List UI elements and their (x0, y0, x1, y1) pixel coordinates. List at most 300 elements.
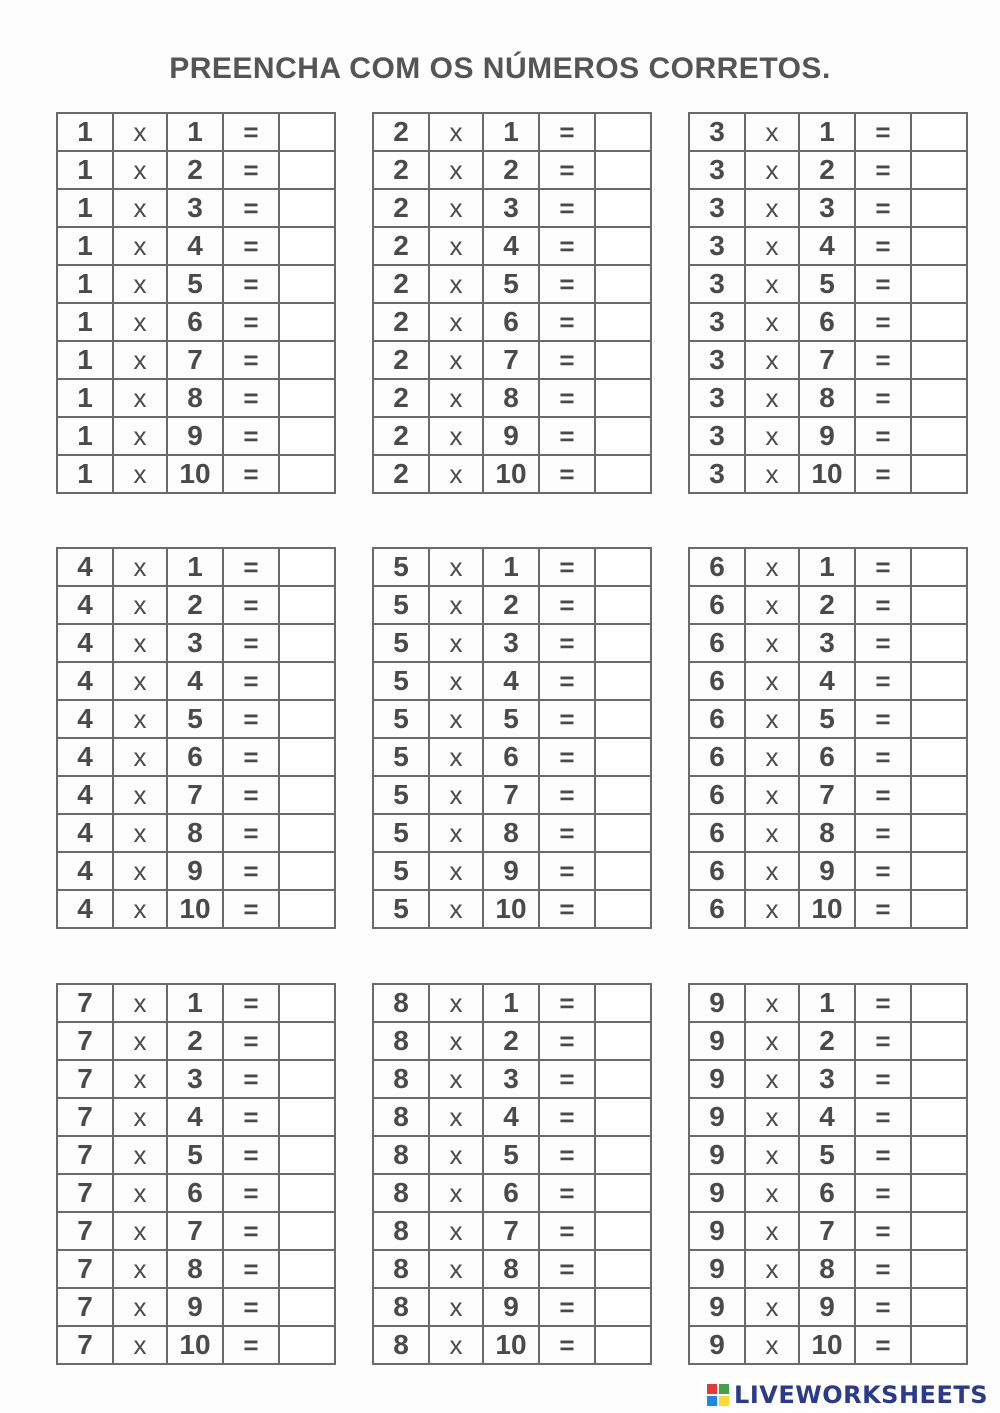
answer-input[interactable] (280, 456, 334, 492)
equals-cell: = (855, 113, 911, 151)
answer-cell[interactable] (279, 1022, 335, 1060)
factor-cell: 10 (799, 1326, 855, 1364)
answer-input[interactable] (596, 1327, 650, 1363)
answer-input[interactable] (912, 1327, 966, 1363)
equals-cell: = (539, 1136, 595, 1174)
factor-cell: 5 (799, 265, 855, 303)
equals-cell: = (223, 1022, 279, 1060)
answer-input[interactable] (596, 456, 650, 492)
table-row (689, 662, 967, 700)
answer-cell[interactable] (595, 662, 651, 700)
factor-cell: 9 (799, 852, 855, 890)
answer-cell[interactable] (279, 151, 335, 189)
answer-input[interactable] (280, 152, 334, 188)
table-row (57, 189, 335, 227)
multiplier-cell: 6 (689, 738, 745, 776)
multiplier-cell: 1 (57, 379, 113, 417)
equals-cell: = (539, 776, 595, 814)
answer-input[interactable] (596, 1289, 650, 1325)
answer-input[interactable] (280, 985, 334, 1021)
operator-cell: x (429, 1326, 483, 1364)
operator-cell: x (429, 776, 483, 814)
answer-cell[interactable] (595, 1098, 651, 1136)
equals-cell: = (223, 1288, 279, 1326)
factor-cell: 7 (799, 1212, 855, 1250)
answer-input[interactable] (280, 1175, 334, 1211)
answer-input[interactable] (596, 1213, 650, 1249)
answer-input[interactable] (912, 1023, 966, 1059)
operator-cell: x (429, 341, 483, 379)
answer-input[interactable] (596, 853, 650, 889)
answer-input[interactable] (912, 1175, 966, 1211)
operator-cell: x (429, 890, 483, 928)
answer-input[interactable] (280, 1137, 334, 1173)
table-row (689, 265, 967, 303)
answer-cell[interactable] (279, 303, 335, 341)
answer-cell[interactable] (911, 1326, 967, 1364)
equals-cell: = (855, 1136, 911, 1174)
answer-input[interactable] (280, 1213, 334, 1249)
answer-cell[interactable] (279, 586, 335, 624)
answer-cell[interactable] (911, 984, 967, 1022)
answer-cell[interactable] (911, 151, 967, 189)
operator-cell: x (745, 548, 799, 586)
answer-input[interactable] (912, 815, 966, 851)
answer-input[interactable] (280, 587, 334, 623)
answer-input[interactable] (912, 587, 966, 623)
multiplier-cell: 5 (373, 776, 429, 814)
operator-cell: x (113, 624, 167, 662)
answer-cell[interactable] (911, 624, 967, 662)
factor-cell: 8 (483, 814, 539, 852)
answer-input[interactable] (596, 891, 650, 927)
answer-input[interactable] (912, 1251, 966, 1287)
answer-cell[interactable] (911, 341, 967, 379)
answer-cell[interactable] (595, 548, 651, 586)
factor-cell: 4 (483, 662, 539, 700)
answer-input[interactable] (280, 701, 334, 737)
answer-cell[interactable] (911, 890, 967, 928)
answer-input[interactable] (912, 853, 966, 889)
answer-cell[interactable] (595, 814, 651, 852)
operator-cell: x (745, 984, 799, 1022)
factor-cell: 2 (167, 151, 223, 189)
multiplier-cell: 6 (689, 624, 745, 662)
answer-input[interactable] (596, 1251, 650, 1287)
factor-cell: 8 (167, 1250, 223, 1288)
answer-cell[interactable] (595, 700, 651, 738)
answer-cell[interactable] (595, 455, 651, 493)
answer-cell[interactable] (595, 890, 651, 928)
factor-cell: 9 (167, 852, 223, 890)
answer-cell[interactable] (911, 227, 967, 265)
multiplier-cell: 4 (57, 586, 113, 624)
answer-cell[interactable] (595, 189, 651, 227)
answer-input[interactable] (596, 1175, 650, 1211)
factor-cell: 7 (483, 776, 539, 814)
answer-cell[interactable] (279, 265, 335, 303)
operator-cell: x (429, 1250, 483, 1288)
answer-cell[interactable] (279, 1060, 335, 1098)
operator-cell: x (745, 1098, 799, 1136)
operator-cell: x (113, 303, 167, 341)
answer-input[interactable] (596, 342, 650, 378)
answer-input[interactable] (596, 114, 650, 150)
answer-input[interactable] (912, 342, 966, 378)
multiplier-cell: 1 (57, 227, 113, 265)
answer-input[interactable] (912, 625, 966, 661)
answer-cell[interactable] (911, 852, 967, 890)
answer-cell[interactable] (279, 890, 335, 928)
answer-input[interactable] (596, 587, 650, 623)
table-row (373, 113, 651, 151)
answer-cell[interactable] (911, 455, 967, 493)
answer-cell[interactable] (911, 1174, 967, 1212)
answer-input[interactable] (280, 1099, 334, 1135)
answer-input[interactable] (280, 1061, 334, 1097)
answer-input[interactable] (280, 549, 334, 585)
answer-cell[interactable] (911, 776, 967, 814)
table-row (373, 1060, 651, 1098)
answer-cell[interactable] (911, 662, 967, 700)
answer-input[interactable] (596, 1061, 650, 1097)
answer-input[interactable] (280, 228, 334, 264)
factor-cell: 10 (799, 890, 855, 928)
answer-input[interactable] (912, 456, 966, 492)
table-row (373, 984, 651, 1022)
answer-cell[interactable] (911, 586, 967, 624)
answer-cell[interactable] (595, 586, 651, 624)
answer-input[interactable] (280, 1251, 334, 1287)
answer-cell[interactable] (911, 548, 967, 586)
factor-cell: 7 (167, 1212, 223, 1250)
factor-cell: 10 (167, 890, 223, 928)
answer-input[interactable] (596, 418, 650, 454)
factor-cell: 2 (167, 586, 223, 624)
answer-input[interactable] (912, 1061, 966, 1097)
answer-input[interactable] (280, 663, 334, 699)
answer-input[interactable] (596, 1137, 650, 1173)
answer-cell[interactable] (595, 776, 651, 814)
answer-cell[interactable] (595, 738, 651, 776)
answer-cell[interactable] (279, 379, 335, 417)
answer-input[interactable] (912, 304, 966, 340)
operator-cell: x (745, 1212, 799, 1250)
multiplier-cell: 5 (373, 738, 429, 776)
factor-cell: 1 (483, 113, 539, 151)
table-row (57, 1250, 335, 1288)
answer-cell[interactable] (279, 624, 335, 662)
operator-cell: x (429, 586, 483, 624)
equals-cell: = (539, 1022, 595, 1060)
answer-cell[interactable] (279, 227, 335, 265)
operator-cell: x (745, 1174, 799, 1212)
answer-cell[interactable] (279, 814, 335, 852)
table-row (373, 1212, 651, 1250)
answer-cell[interactable] (911, 1136, 967, 1174)
times-table-9 (688, 983, 968, 1365)
answer-input[interactable] (596, 701, 650, 737)
multiplier-cell: 4 (57, 700, 113, 738)
answer-input[interactable] (912, 663, 966, 699)
factor-cell: 9 (483, 852, 539, 890)
answer-cell[interactable] (279, 1326, 335, 1364)
answer-input[interactable] (912, 985, 966, 1021)
answer-input[interactable] (912, 114, 966, 150)
factor-cell: 7 (483, 1212, 539, 1250)
equals-cell: = (855, 227, 911, 265)
answer-cell[interactable] (279, 341, 335, 379)
factor-cell: 8 (799, 1250, 855, 1288)
factor-cell: 3 (167, 189, 223, 227)
answer-cell[interactable] (279, 1250, 335, 1288)
answer-cell[interactable] (911, 1022, 967, 1060)
multiplier-cell: 7 (57, 1022, 113, 1060)
answer-input[interactable] (280, 114, 334, 150)
answer-input[interactable] (280, 1327, 334, 1363)
answer-cell[interactable] (595, 265, 651, 303)
answer-input[interactable] (280, 1289, 334, 1325)
answer-cell[interactable] (595, 113, 651, 151)
answer-cell[interactable] (279, 417, 335, 455)
multiplier-cell: 6 (689, 586, 745, 624)
answer-cell[interactable] (279, 113, 335, 151)
multiplier-cell: 4 (57, 814, 113, 852)
answer-cell[interactable] (279, 1136, 335, 1174)
multiplier-cell: 7 (57, 1136, 113, 1174)
answer-cell[interactable] (911, 1288, 967, 1326)
multiplier-cell: 7 (57, 1250, 113, 1288)
answer-input[interactable] (596, 815, 650, 851)
answer-input[interactable] (596, 152, 650, 188)
operator-cell: x (745, 814, 799, 852)
answer-input[interactable] (912, 228, 966, 264)
answer-cell[interactable] (911, 814, 967, 852)
factor-cell: 3 (167, 1060, 223, 1098)
answer-cell[interactable] (595, 303, 651, 341)
factor-cell: 6 (799, 303, 855, 341)
equals-cell: = (539, 662, 595, 700)
multiplier-cell: 9 (689, 1022, 745, 1060)
answer-cell[interactable] (595, 1136, 651, 1174)
equals-cell: = (539, 624, 595, 662)
factor-cell: 2 (483, 151, 539, 189)
answer-input[interactable] (912, 777, 966, 813)
answer-cell[interactable] (595, 1060, 651, 1098)
equals-cell: = (223, 303, 279, 341)
operator-cell: x (429, 189, 483, 227)
answer-cell[interactable] (911, 700, 967, 738)
answer-cell[interactable] (595, 1212, 651, 1250)
multiplier-cell: 5 (373, 586, 429, 624)
multiplier-cell: 8 (373, 1250, 429, 1288)
answer-input[interactable] (596, 663, 650, 699)
answer-cell[interactable] (911, 1212, 967, 1250)
answer-input[interactable] (280, 777, 334, 813)
multiplier-cell: 8 (373, 1174, 429, 1212)
answer-input[interactable] (280, 380, 334, 416)
answer-cell[interactable] (911, 417, 967, 455)
factor-cell: 9 (483, 1288, 539, 1326)
answer-input[interactable] (596, 1099, 650, 1135)
answer-input[interactable] (912, 1289, 966, 1325)
answer-input[interactable] (912, 1099, 966, 1135)
answer-cell[interactable] (911, 265, 967, 303)
answer-cell[interactable] (595, 1174, 651, 1212)
answer-cell[interactable] (279, 1174, 335, 1212)
multiplier-cell: 9 (689, 1326, 745, 1364)
equals-cell: = (855, 548, 911, 586)
factor-cell: 4 (799, 227, 855, 265)
multiplier-cell: 2 (373, 455, 429, 493)
operator-cell: x (429, 624, 483, 662)
answer-cell[interactable] (279, 738, 335, 776)
answer-input[interactable] (280, 418, 334, 454)
answer-input[interactable] (912, 1213, 966, 1249)
factor-cell: 8 (483, 1250, 539, 1288)
factor-cell: 5 (799, 700, 855, 738)
table-row (57, 852, 335, 890)
answer-cell[interactable] (911, 113, 967, 151)
answer-input[interactable] (596, 380, 650, 416)
times-table-2 (372, 112, 652, 494)
answer-cell[interactable] (595, 227, 651, 265)
operator-cell: x (429, 852, 483, 890)
answer-input[interactable] (596, 190, 650, 226)
factor-cell: 9 (799, 417, 855, 455)
times-table-1 (56, 112, 336, 494)
equals-cell: = (539, 1174, 595, 1212)
table-row (689, 227, 967, 265)
operator-cell: x (745, 189, 799, 227)
answer-cell[interactable] (911, 189, 967, 227)
answer-cell[interactable] (595, 852, 651, 890)
answer-input[interactable] (280, 190, 334, 226)
answer-input[interactable] (280, 815, 334, 851)
table-row (57, 586, 335, 624)
table-row (57, 1174, 335, 1212)
answer-cell[interactable] (279, 776, 335, 814)
answer-input[interactable] (912, 1137, 966, 1173)
answer-cell[interactable] (595, 1022, 651, 1060)
answer-cell[interactable] (595, 417, 651, 455)
answer-input[interactable] (280, 1023, 334, 1059)
operator-cell: x (429, 113, 483, 151)
answer-cell[interactable] (595, 1250, 651, 1288)
answer-input[interactable] (912, 891, 966, 927)
answer-cell[interactable] (911, 1060, 967, 1098)
answer-input[interactable] (596, 304, 650, 340)
answer-input[interactable] (280, 304, 334, 340)
answer-input[interactable] (596, 228, 650, 264)
times-table-3 (688, 112, 968, 494)
multiplier-cell: 9 (689, 1136, 745, 1174)
table-row (57, 455, 335, 493)
answer-input[interactable] (596, 985, 650, 1021)
multiplier-cell: 7 (57, 1212, 113, 1250)
answer-input[interactable] (912, 418, 966, 454)
operator-cell: x (429, 417, 483, 455)
answer-cell[interactable] (595, 1326, 651, 1364)
operator-cell: x (429, 1174, 483, 1212)
answer-cell[interactable] (595, 341, 651, 379)
answer-cell[interactable] (595, 984, 651, 1022)
answer-cell[interactable] (911, 738, 967, 776)
times-table-8 (372, 983, 652, 1365)
answer-input[interactable] (596, 625, 650, 661)
multiplier-cell: 6 (689, 776, 745, 814)
answer-input[interactable] (280, 739, 334, 775)
answer-cell[interactable] (279, 1288, 335, 1326)
answer-input[interactable] (912, 549, 966, 585)
multiplier-cell: 9 (689, 1174, 745, 1212)
table-row (57, 1136, 335, 1174)
answer-input[interactable] (912, 701, 966, 737)
equals-cell: = (539, 984, 595, 1022)
table-row (57, 738, 335, 776)
answer-input[interactable] (596, 549, 650, 585)
table-row (689, 624, 967, 662)
answer-input[interactable] (280, 853, 334, 889)
answer-cell[interactable] (279, 984, 335, 1022)
answer-cell[interactable] (279, 852, 335, 890)
answer-cell[interactable] (279, 189, 335, 227)
factor-cell: 2 (483, 1022, 539, 1060)
answer-cell[interactable] (911, 303, 967, 341)
answer-input[interactable] (596, 739, 650, 775)
multiplier-cell: 1 (57, 341, 113, 379)
answer-cell[interactable] (911, 1098, 967, 1136)
answer-cell[interactable] (595, 151, 651, 189)
multiplier-cell: 9 (689, 1060, 745, 1098)
answer-cell[interactable] (911, 1250, 967, 1288)
answer-input[interactable] (280, 625, 334, 661)
answer-input[interactable] (280, 266, 334, 302)
answer-cell[interactable] (279, 662, 335, 700)
answer-input[interactable] (596, 1023, 650, 1059)
answer-cell[interactable] (279, 1098, 335, 1136)
answer-input[interactable] (280, 891, 334, 927)
answer-cell[interactable] (595, 624, 651, 662)
answer-cell[interactable] (279, 1212, 335, 1250)
answer-input[interactable] (912, 266, 966, 302)
factor-cell: 5 (799, 1136, 855, 1174)
answer-cell[interactable] (279, 548, 335, 586)
answer-input[interactable] (596, 777, 650, 813)
answer-cell[interactable] (595, 1288, 651, 1326)
answer-cell[interactable] (279, 700, 335, 738)
answer-cell[interactable] (911, 379, 967, 417)
table-row (373, 151, 651, 189)
operator-cell: x (113, 341, 167, 379)
multiplier-cell: 4 (57, 776, 113, 814)
answer-input[interactable] (596, 266, 650, 302)
answer-input[interactable] (912, 152, 966, 188)
factor-cell: 3 (483, 624, 539, 662)
answer-input[interactable] (280, 342, 334, 378)
table-row (689, 1136, 967, 1174)
answer-cell[interactable] (279, 455, 335, 493)
factor-cell: 9 (167, 1288, 223, 1326)
answer-input[interactable] (912, 380, 966, 416)
multiplier-cell: 2 (373, 189, 429, 227)
operator-cell: x (429, 1288, 483, 1326)
table-row (57, 1022, 335, 1060)
answer-cell[interactable] (595, 379, 651, 417)
answer-input[interactable] (912, 739, 966, 775)
answer-input[interactable] (912, 190, 966, 226)
table-row (57, 227, 335, 265)
